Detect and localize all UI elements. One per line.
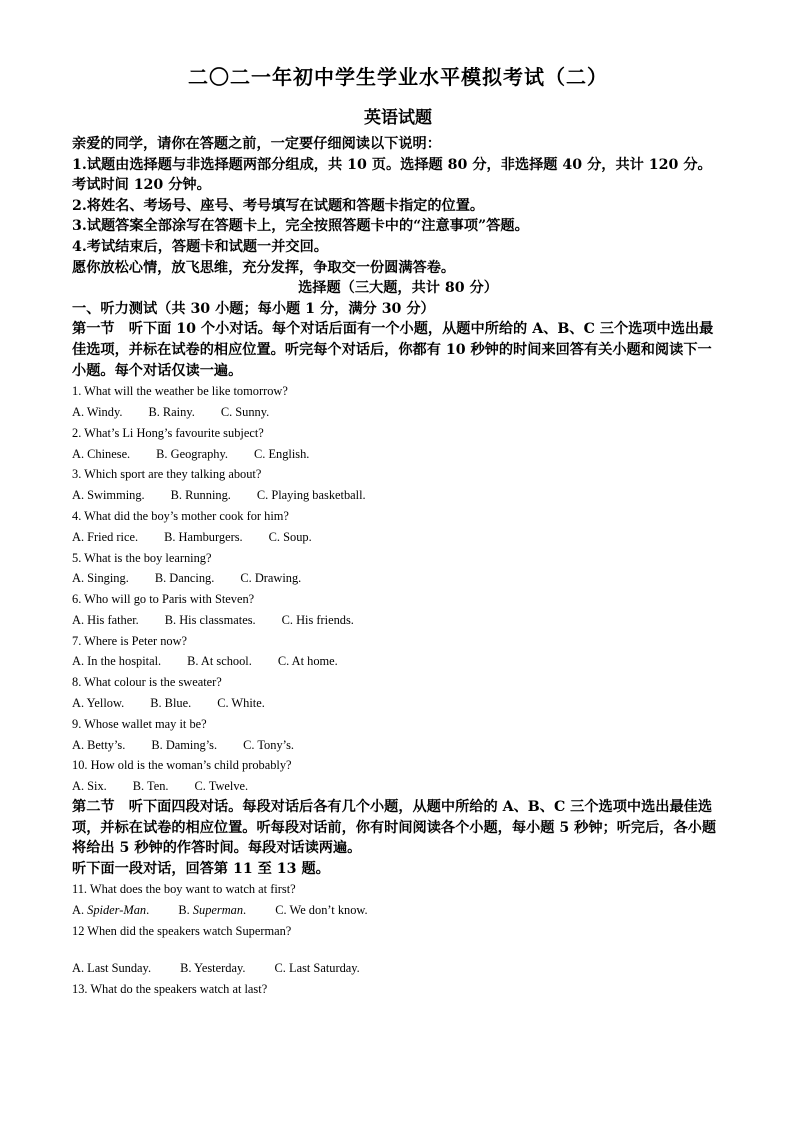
option-c: C. Tony’s. [243, 737, 294, 752]
option-a: A. Last Sunday. [72, 960, 152, 975]
instruction-item: 3.试题答案全部涂写在答题卡上，完全按照答题卡中的“注意事项”答题。 [72, 218, 529, 235]
question-text: 8. What colour is the sweater? [72, 675, 222, 690]
question-text: 2. What’s Li Hong’s favourite subject? [72, 425, 264, 440]
instructions-greeting: 亲爱的同学，请你在答题之前，一定要仔细阅读以下说明： [72, 136, 441, 152]
option-a: A. His father. [72, 612, 139, 627]
option-b: B. At school. [187, 654, 252, 669]
question-options [72, 444, 724, 465]
question-text: 3. Which sport are they talking about? [72, 467, 262, 482]
option-b: B. Geography. [156, 446, 228, 461]
instructions-wish: 愿你放松心情，放飞思维，充分发挥，争取交一份圆满答卷。 [72, 259, 456, 276]
part1-heading: 一、听力测试（共 30 小题；每小题 1 分，满分 30 分） [72, 300, 435, 317]
option-b: B. Yesterday. [180, 960, 246, 975]
question-text: 5. What is the boy learning? [72, 550, 212, 565]
question-text: 1. What will the weather be like tomorrow? [72, 384, 288, 399]
instruction-item: 1.试题由选择题与非选择题两部分组成，共 10 页。选择题 80 分，非选择题 40 分，共计 120 分。考试时间 120 分钟。 [72, 156, 712, 194]
section-heading: 选择题（三大题，共计 80 分） [298, 280, 498, 297]
option-c: C. Sunny. [220, 404, 270, 419]
subject-title: 英语试题 [364, 108, 432, 128]
option-b: B. Blue. [150, 696, 192, 711]
question-options [72, 527, 724, 548]
question-text: 4. What did the boy’s mother cook for him? [72, 508, 289, 523]
option-a: A. Chinese. [72, 446, 131, 461]
option-c: C. At home. [277, 654, 338, 669]
option-a: A. Betty’s. [72, 737, 126, 752]
section1-intro: 第一节 听下面 10 个小对话。每个对话后面有一个小题，从题中所给的 A、B、C 三个选项中选出最佳选项，并标在试卷的相应位置。听完每个对话后，你都有 10 秒钟的时间来回答有关小题和阅读下一小题。每个对话仅读一遍。 [72, 321, 714, 379]
question-options [72, 735, 724, 756]
option-a: A. Windy. [72, 404, 123, 419]
question-text: 7. Where is Peter now? [72, 633, 188, 648]
question-text: 13. What do the speakers watch at last? [72, 981, 268, 996]
option-a: A. Yellow. [72, 696, 125, 711]
option-b: B. Hamburgers. [164, 529, 243, 544]
option-b: B. Ten. [132, 779, 169, 794]
option-a: A. Swimming. [72, 488, 145, 503]
option-a: A. Fried rice. [72, 529, 139, 544]
option-b: B. Rainy. [148, 404, 195, 419]
dialogue-intro: 听下面一段对话，回答第 11 至 13 题。 [72, 860, 330, 877]
question-options [72, 693, 724, 714]
option-a: A. In the hospital. [72, 654, 162, 669]
question-options [72, 610, 724, 631]
question-options [72, 958, 724, 979]
option-c: C. English. [253, 446, 310, 461]
question-options [72, 776, 724, 797]
option-b: B. Daming’s. [151, 737, 218, 752]
option-a: A. Spider-Man. [72, 903, 150, 918]
option-b: B. Superman. [178, 903, 247, 918]
question-text: 6. Who will go to Paris with Steven? [72, 592, 255, 607]
option-c: C. We don’t know. [275, 903, 368, 918]
option-c: C. Soup. [268, 529, 312, 544]
question-text: 9. Whose wallet may it be? [72, 716, 207, 731]
option-c: C. Drawing. [240, 571, 302, 586]
instruction-item: 4.考试结束后，答题卡和试题一并交回。 [72, 238, 328, 255]
question-options [72, 568, 724, 589]
question-options [72, 900, 724, 921]
question-list [72, 381, 724, 797]
question-text: 11. What does the boy want to watch at first? [72, 882, 296, 897]
option-c: C. Twelve. [194, 779, 249, 794]
section2-intro: 第二节 听下面四段对话。每段对话后各有几个小题，从题中所给的 A、B、C 三个选项中选出最佳选项，并标在试卷的相应位置。听每段对话前，你有时间阅读各个小题，每小题 5 秒钟；听完后，各小题将给出 5 秒钟的作答时间。每段对话读两遍。 [72, 799, 717, 857]
question-options [72, 651, 724, 672]
option-c: C. White. [217, 696, 265, 711]
option-b: B. Running. [170, 488, 231, 503]
option-c: C. His friends. [281, 612, 354, 627]
question-text: 12 When did the speakers watch Superman? [72, 924, 292, 939]
exam-title: 二〇二一年初中学生学业水平模拟考试（二） [188, 65, 608, 89]
option-a: A. Six. [72, 779, 107, 794]
option-a: A. Singing. [72, 571, 129, 586]
option-b: B. His classmates. [164, 612, 256, 627]
option-c: C. Playing basketball. [256, 488, 366, 503]
option-c: C. Last Saturday. [274, 960, 360, 975]
question-options [72, 402, 724, 423]
question-options [72, 485, 724, 506]
instruction-item: 2.将姓名、考场号、座号、考号填写在试题和答题卡指定的位置。 [72, 197, 485, 214]
exam-page [72, 62, 724, 999]
option-b: B. Dancing. [154, 571, 215, 586]
question-text: 10. How old is the woman’s child probably? [72, 758, 292, 773]
